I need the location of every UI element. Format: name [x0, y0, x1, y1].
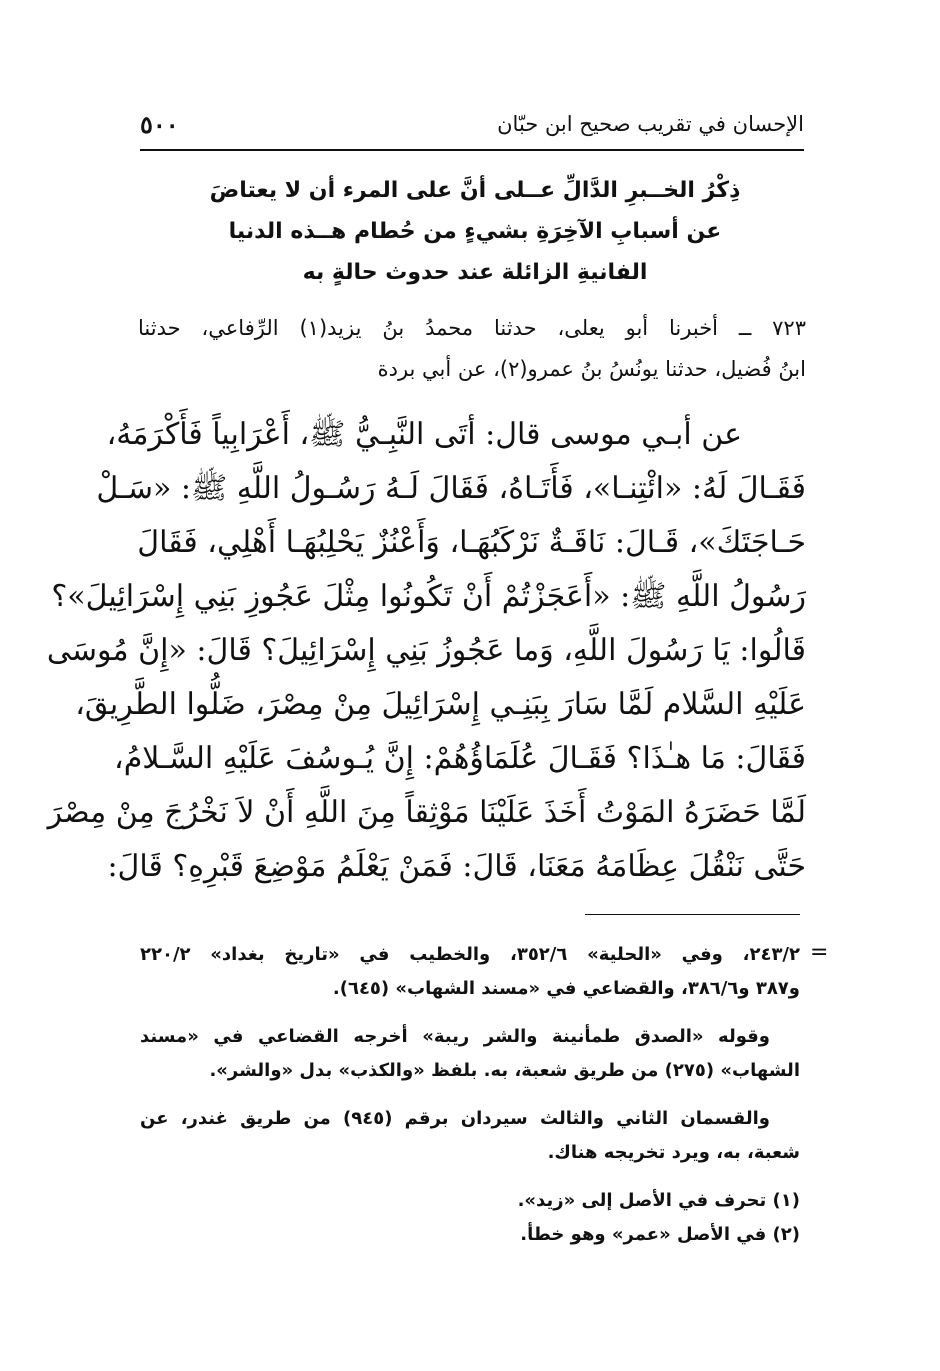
hadith-line: حَـاجَتَكَ»، قَـالَ: نَاقَـةٌ نَرْكَبُهَـا، وَأَعْنُزٌ يَحْلِبُهَـا أَهْلِي، فَقَالَ: [137, 525, 806, 560]
header-rule: [140, 149, 804, 151]
footnote-line: ٢٤٣/٢، وفي «الحلية» ٣٥٢/٦، والخطيب في «تاريخ بغداد» ٢٢٠/٢: [140, 944, 800, 965]
hadith-line: فَقَـالَ لَهُ: «ائْتِنـا»، فَأَتَـاهُ، فَقَالَ لَـهُ رَسُـولُ اللَّهِ ﷺ: «سَـلْ: [96, 471, 806, 506]
hadith-line: فَقَالَ: مَا هـٰذَا؟ فَقَـالَ عُلَمَاؤُهُمْ: إِنَّ يُـوسُفَ عَلَيْهِ السَّـلامُ،: [114, 741, 806, 776]
heading-line: ذِكْرُ الخــبرِ الدَّالِّ عــلى أنَّ على المرء أن لا يعتاضَ: [209, 178, 741, 203]
footnote-line: و٣٨٧ و٣٨٦/٦، والقضاعي في «مسند الشهاب» (٦٤٥).: [332, 978, 800, 999]
isnad-line: ابنُ فُضيل، حدثنا يونُسُ بنُ عمرو(٢)، عن أبي بردة: [377, 357, 806, 381]
numbered-footnote: (٢) في الأصل «عمر» وهو خطأ.: [520, 1224, 800, 1245]
hadith-line: رَسُولُ اللَّهِ ﷺ: «أَعَجَزْتُمْ أَنْ تَكُونُوا مِثْلَ عَجُوزِ بَنِي إِسْرَائِيلَ»؟: [51, 579, 806, 614]
footnote-continuation-mark: =: [810, 940, 829, 965]
hadith-line: عَلَيْهِ السَّلام لَمَّا سَارَ بِبَنِـي إِسْرَائِيلَ مِنْ مِصْرَ، ضَلُّوا الطَّرِيقَ،: [75, 687, 806, 722]
isnad-line: ٧٢٣ ــ أخبرنا أبو يعلى، حدثنا محمدُ بنُ يزيد(١) الرِّفاعي، حدثنا: [138, 316, 806, 340]
footnote-rule: [585, 914, 800, 915]
hadith-line: قَالُوا: يَا رَسُولَ اللَّهِ، وَما عَجُوزُ بَنِي إِسْرَائِيلَ؟ قَالَ: «إِنَّ مُوسَى: [46, 633, 806, 668]
hadith-line: لَمَّا حَضَرَهُ المَوْتُ أَخَذَ عَلَيْنَا مَوْثِقاً مِنَ اللَّهِ أَنْ لاَ نَخْرُجَ مِنْ مِصْرَ: [47, 795, 806, 830]
footnote-line: وقوله «الصدق طمأنينة والشر ريبة» أخرجه القضاعي في «مسند: [140, 1026, 770, 1047]
hadith-line: حَتَّى نَنْقُلَ عِظَامَهُ مَعَنَا، قَالَ: فَمَنْ يَعْلَمُ مَوْضِعَ قَبْرِهِ؟ قَالَ:: [107, 849, 806, 884]
running-head: [140, 108, 804, 148]
footnote-paragraph: [140, 1020, 800, 1088]
footnote-paragraph: [140, 938, 800, 1006]
book-title: الإحسان في تقريب صحيح ابن حبّان: [497, 112, 804, 136]
numbered-footnote: (١) تحرف في الأصل إلى «زيد».: [517, 1190, 800, 1211]
footnote-line: شعبة، به، ويرد تخريجه هناك.: [547, 1142, 800, 1163]
page-number: ٥٠٠: [140, 110, 179, 139]
footnote-line: الشهاب» (٢٧٥) من طريق شعبة، به. بلفظ «والكذب» بدل «والشر».: [209, 1060, 800, 1081]
footnotes: [140, 938, 800, 1252]
chapter-heading: [170, 170, 780, 293]
hadith-line: عن أبـي موسى قال: أتَى النَّبِـيُّ ﷺ، أَعْرَابِياً فَأَكْرَمَهُ،: [106, 417, 742, 452]
footnote-paragraph: [140, 1102, 800, 1170]
numbered-footnotes: [140, 1184, 800, 1252]
heading-line: عن أسبابِ الآخِرَةِ بشيءٍ من حُطام هــذه الدنيا: [228, 219, 722, 244]
footnote-line: والقسمان الثاني والثالث سيردان برقم (٩٤٥) من طريق غندر، عن: [140, 1108, 770, 1129]
hadith-isnad: [138, 308, 806, 390]
heading-line: الفانيةِ الزائلة عند حدوث حالةٍ به: [302, 260, 648, 285]
hadith-text: [46, 408, 806, 894]
